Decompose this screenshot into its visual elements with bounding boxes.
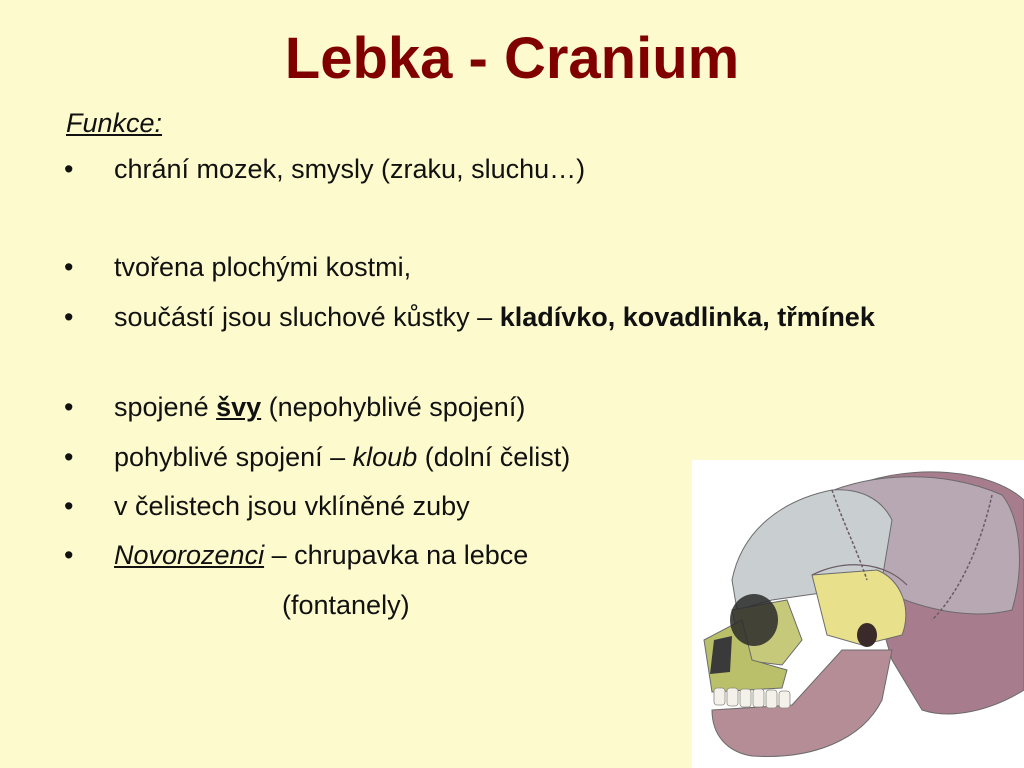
bullet-item: [64, 250, 964, 284]
orbit: [730, 594, 778, 646]
bullet-marker: •: [64, 442, 74, 472]
bullet-text: [114, 390, 964, 424]
fontanelles-note: (fontanely): [282, 590, 410, 620]
newborns-emphasis: Novorozenci: [114, 540, 265, 570]
ossicles-emphasis: kladívko, kovadlinka, třmínek: [499, 302, 875, 332]
bullet-marker: •: [64, 491, 74, 521]
bullet-text-plain: součástí jsou sluchové kůstky –: [114, 302, 500, 332]
bullet-item: [64, 152, 964, 186]
slide-title: Lebka - Cranium: [284, 26, 740, 91]
bullet-marker: •: [64, 154, 74, 184]
bullet-item: [64, 300, 964, 334]
skull-lateral-view-icon: [692, 460, 1024, 768]
bullet-marker: •: [64, 302, 74, 332]
bullet-marker: •: [64, 252, 74, 282]
bullet-text: [114, 300, 964, 334]
bullet-text-plain: (nepohyblivé spojení): [261, 392, 526, 422]
sutures-emphasis: švy: [216, 392, 262, 422]
bullet-marker: •: [64, 392, 74, 422]
section-heading: Funkce:: [66, 108, 163, 138]
bullet-item: [64, 390, 964, 424]
joint-emphasis: kloub: [352, 442, 418, 472]
bullet-text-plain: – chrupavka na lebce: [264, 540, 529, 570]
skull-image: [692, 460, 1024, 768]
bullet-text-plain: pohyblivé spojení –: [114, 442, 353, 472]
bullet-text: chrání mozek, smysly (zraku, sluchu…): [114, 154, 586, 184]
ear-canal: [857, 623, 877, 647]
bullet-text: v čelistech jsou vklíněné zuby: [114, 491, 470, 521]
bullet-text-plain: spojené: [114, 392, 217, 422]
bullet-text-plain: (dolní čelist): [417, 442, 571, 472]
bullet-marker: •: [64, 540, 74, 570]
bullet-text: tvořena plochými kostmi,: [114, 252, 412, 282]
